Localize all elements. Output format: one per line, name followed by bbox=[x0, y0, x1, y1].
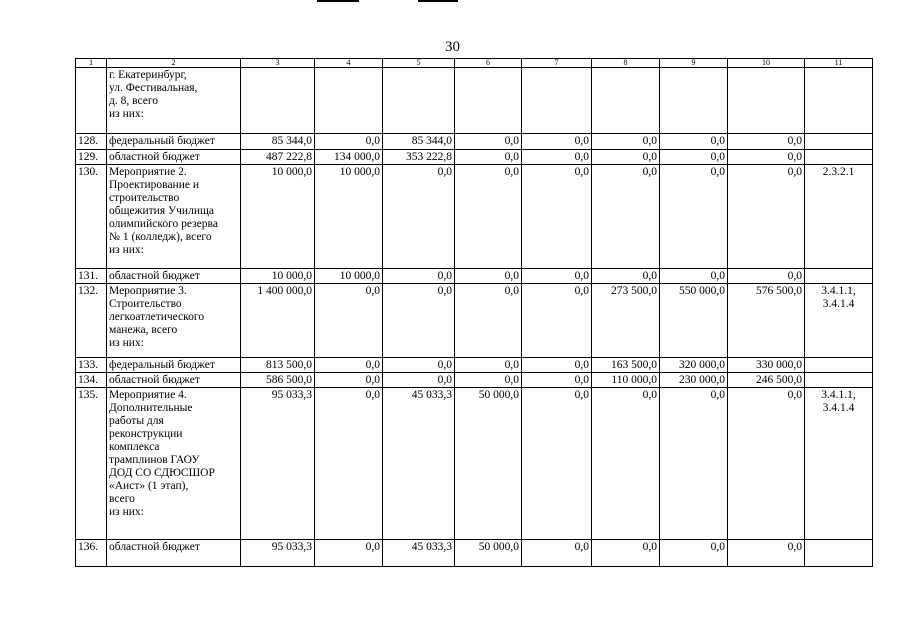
amount-cell: 0,0 bbox=[592, 540, 660, 567]
item-name-line: ул. Фестивальная, bbox=[109, 82, 198, 94]
amount-cell: 45 033,3 bbox=[383, 540, 455, 567]
amount-cell: 0,0 bbox=[592, 165, 660, 269]
item-name-cell bbox=[107, 284, 241, 358]
table-row bbox=[76, 540, 873, 567]
amount-cell: 95 033,3 bbox=[241, 388, 315, 540]
column-number: 1 bbox=[76, 59, 107, 68]
amount-cell: 10 000,0 bbox=[315, 269, 383, 284]
item-name-cell bbox=[107, 165, 241, 269]
amount-cell: 163 500,0 bbox=[592, 358, 660, 373]
row-number-cell: 134. bbox=[76, 373, 107, 388]
column-number: 4 bbox=[315, 59, 383, 68]
amount-cell bbox=[455, 68, 522, 134]
amount-cell: 0,0 bbox=[592, 388, 660, 540]
amount-cell: 134 000,0 bbox=[315, 150, 383, 165]
amount-cell: 95 033,3 bbox=[241, 540, 315, 567]
amount-cell bbox=[522, 68, 592, 134]
item-name-line: Строительство bbox=[109, 298, 182, 310]
item-name-line: федеральный бюджет bbox=[109, 135, 215, 147]
amount-cell: 0,0 bbox=[455, 284, 522, 358]
amount-cell: 0,0 bbox=[728, 150, 805, 165]
amount-cell bbox=[592, 68, 660, 134]
amount-cell bbox=[728, 68, 805, 134]
item-name-line: областной бюджет bbox=[109, 151, 200, 163]
goal-code-cell bbox=[805, 373, 873, 388]
row-number-cell: 132. bbox=[76, 284, 107, 358]
amount-cell: 1 400 000,0 bbox=[241, 284, 315, 358]
goal-code-cell bbox=[805, 284, 873, 358]
column-number: 10 bbox=[728, 59, 805, 68]
amount-cell: 0,0 bbox=[455, 150, 522, 165]
item-name-line: строительство bbox=[109, 192, 180, 204]
amount-cell: 0,0 bbox=[455, 373, 522, 388]
amount-cell: 550 000,0 bbox=[660, 284, 728, 358]
amount-cell: 273 500,0 bbox=[592, 284, 660, 358]
goal-code-cell bbox=[805, 165, 873, 269]
goal-code-cell bbox=[805, 269, 873, 284]
amount-cell: 0,0 bbox=[315, 373, 383, 388]
column-number: 5 bbox=[383, 59, 455, 68]
item-name-line: из них: bbox=[109, 506, 144, 518]
column-number: 3 bbox=[241, 59, 315, 68]
item-name-line: из них: bbox=[109, 337, 144, 349]
item-name-line: д. 8, всего bbox=[109, 95, 158, 107]
row-number-cell: 128. bbox=[76, 134, 107, 150]
item-name-line: общежития Училища bbox=[109, 205, 214, 217]
item-name-line: «Аист» (1 этап), bbox=[109, 480, 189, 492]
amount-cell: 0,0 bbox=[660, 150, 728, 165]
amount-cell bbox=[660, 68, 728, 134]
item-name-line: Мероприятие 4. bbox=[109, 389, 187, 401]
amount-cell: 320 000,0 bbox=[660, 358, 728, 373]
amount-cell: 230 000,0 bbox=[660, 373, 728, 388]
amount-cell: 10 000,0 bbox=[241, 165, 315, 269]
item-name-line: ДОД СО СДЮСШОР bbox=[109, 467, 215, 479]
scan-edge-mark bbox=[317, 0, 359, 2]
amount-cell: 0,0 bbox=[522, 388, 592, 540]
item-name-cell bbox=[107, 150, 241, 165]
amount-cell: 0,0 bbox=[728, 269, 805, 284]
item-name-line: комплекса bbox=[109, 441, 160, 453]
row-number-cell: 133. bbox=[76, 358, 107, 373]
amount-cell: 0,0 bbox=[383, 269, 455, 284]
amount-cell: 0,0 bbox=[522, 284, 592, 358]
amount-cell: 50 000,0 bbox=[455, 540, 522, 567]
amount-cell: 0,0 bbox=[315, 388, 383, 540]
row-number-cell: 129. bbox=[76, 150, 107, 165]
amount-cell: 0,0 bbox=[383, 358, 455, 373]
goal-code-cell bbox=[805, 68, 873, 134]
amount-cell: 0,0 bbox=[455, 134, 522, 150]
amount-cell: 45 033,3 bbox=[383, 388, 455, 540]
goal-code-cell bbox=[805, 134, 873, 150]
amount-cell bbox=[383, 68, 455, 134]
amount-cell: 0,0 bbox=[522, 358, 592, 373]
amount-cell: 0,0 bbox=[728, 540, 805, 567]
column-number: 6 bbox=[455, 59, 522, 68]
table-row bbox=[76, 134, 873, 150]
item-name-line: Мероприятие 3. bbox=[109, 285, 187, 297]
goal-code-line: 3.4.1.1, bbox=[821, 389, 856, 401]
amount-cell: 0,0 bbox=[455, 165, 522, 269]
amount-cell: 586 500,0 bbox=[241, 373, 315, 388]
item-name-cell bbox=[107, 134, 241, 150]
goal-code-cell bbox=[805, 358, 873, 373]
goal-code-cell bbox=[805, 388, 873, 540]
amount-cell: 246 500,0 bbox=[728, 373, 805, 388]
amount-cell: 10 000,0 bbox=[241, 269, 315, 284]
item-name-line: № 1 (колледж), всего bbox=[109, 231, 212, 243]
table-row bbox=[76, 165, 873, 269]
amount-cell: 0,0 bbox=[315, 540, 383, 567]
amount-cell: 0,0 bbox=[383, 373, 455, 388]
amount-cell: 50 000,0 bbox=[455, 388, 522, 540]
amount-cell: 0,0 bbox=[522, 134, 592, 150]
table-row bbox=[76, 284, 873, 358]
item-name-cell bbox=[107, 358, 241, 373]
item-name-line: трамплинов ГАОУ bbox=[109, 454, 200, 466]
column-number-row bbox=[76, 59, 873, 68]
amount-cell: 487 222,8 bbox=[241, 150, 315, 165]
amount-cell: 0,0 bbox=[728, 134, 805, 150]
row-number-cell: 136. bbox=[76, 540, 107, 567]
amount-cell: 0,0 bbox=[522, 540, 592, 567]
item-name-line: Проектирование и bbox=[109, 179, 199, 191]
page-number: 30 bbox=[445, 39, 460, 55]
row-number-cell: 130. bbox=[76, 165, 107, 269]
item-name-line: г. Екатеринбург, bbox=[109, 69, 187, 81]
table-row bbox=[76, 269, 873, 284]
amount-cell: 10 000,0 bbox=[315, 165, 383, 269]
table-row bbox=[76, 68, 873, 134]
goal-code-line: 3.4.1.4 bbox=[822, 402, 855, 414]
amount-cell: 85 344,0 bbox=[383, 134, 455, 150]
amount-cell: 0,0 bbox=[660, 269, 728, 284]
amount-cell: 0,0 bbox=[315, 358, 383, 373]
column-number: 2 bbox=[107, 59, 241, 68]
item-name-cell bbox=[107, 388, 241, 540]
goal-code-line: 3.4.1.4 bbox=[822, 298, 855, 310]
item-name-line: манежа, всего bbox=[109, 324, 178, 336]
amount-cell: 110 000,0 bbox=[592, 373, 660, 388]
amount-cell: 0,0 bbox=[455, 358, 522, 373]
item-name-line: областной бюджет bbox=[109, 270, 200, 282]
column-number: 7 bbox=[522, 59, 592, 68]
column-number: 9 bbox=[660, 59, 728, 68]
amount-cell: 0,0 bbox=[522, 269, 592, 284]
row-number-cell bbox=[76, 68, 107, 134]
item-name-line: из них: bbox=[109, 108, 144, 120]
table-row bbox=[76, 388, 873, 540]
amount-cell: 0,0 bbox=[728, 165, 805, 269]
amount-cell bbox=[315, 68, 383, 134]
amount-cell: 0,0 bbox=[660, 388, 728, 540]
table-row bbox=[76, 358, 873, 373]
table-row bbox=[76, 373, 873, 388]
item-name-cell bbox=[107, 269, 241, 284]
amount-cell: 576 500,0 bbox=[728, 284, 805, 358]
amount-cell: 0,0 bbox=[728, 388, 805, 540]
amount-cell: 353 222,8 bbox=[383, 150, 455, 165]
column-number: 8 bbox=[592, 59, 660, 68]
amount-cell: 0,0 bbox=[522, 150, 592, 165]
amount-cell: 0,0 bbox=[592, 134, 660, 150]
table-row bbox=[76, 150, 873, 165]
item-name-line: областной бюджет bbox=[109, 541, 200, 553]
amount-cell: 85 344,0 bbox=[241, 134, 315, 150]
amount-cell: 0,0 bbox=[592, 269, 660, 284]
item-name-line: легкоатлетического bbox=[109, 311, 205, 323]
item-name-cell bbox=[107, 373, 241, 388]
amount-cell: 330 000,0 bbox=[728, 358, 805, 373]
column-number: 11 bbox=[805, 59, 873, 68]
item-name-cell bbox=[107, 68, 241, 134]
item-name-line: Мероприятие 2. bbox=[109, 166, 187, 178]
amount-cell: 0,0 bbox=[522, 165, 592, 269]
goal-code-cell bbox=[805, 540, 873, 567]
goal-code-line: 2.3.2.1 bbox=[822, 166, 855, 178]
amount-cell: 0,0 bbox=[522, 373, 592, 388]
item-name-line: федеральный бюджет bbox=[109, 359, 215, 371]
item-name-line: работы для bbox=[109, 415, 164, 427]
amount-cell: 0,0 bbox=[592, 150, 660, 165]
item-name-cell bbox=[107, 540, 241, 567]
table-body bbox=[76, 59, 873, 567]
amount-cell: 0,0 bbox=[660, 540, 728, 567]
budget-table bbox=[75, 58, 873, 567]
amount-cell: 0,0 bbox=[383, 165, 455, 269]
row-number-cell: 135. bbox=[76, 388, 107, 540]
item-name-line: Дополнительные bbox=[109, 402, 193, 414]
amount-cell: 0,0 bbox=[660, 165, 728, 269]
amount-cell: 0,0 bbox=[660, 134, 728, 150]
goal-code-line: 3.4.1.1, bbox=[821, 285, 856, 297]
amount-cell: 813 500,0 bbox=[241, 358, 315, 373]
item-name-line: из них: bbox=[109, 244, 144, 256]
scan-edge-mark bbox=[418, 0, 458, 2]
amount-cell: 0,0 bbox=[315, 284, 383, 358]
amount-cell: 0,0 bbox=[455, 269, 522, 284]
item-name-line: всего bbox=[109, 493, 135, 505]
item-name-line: олимпийского резерва bbox=[109, 218, 218, 230]
amount-cell: 0,0 bbox=[383, 284, 455, 358]
row-number-cell: 131. bbox=[76, 269, 107, 284]
item-name-line: реконструкции bbox=[109, 428, 183, 440]
amount-cell: 0,0 bbox=[315, 134, 383, 150]
amount-cell bbox=[241, 68, 315, 134]
item-name-line: областной бюджет bbox=[109, 374, 200, 386]
goal-code-cell bbox=[805, 150, 873, 165]
